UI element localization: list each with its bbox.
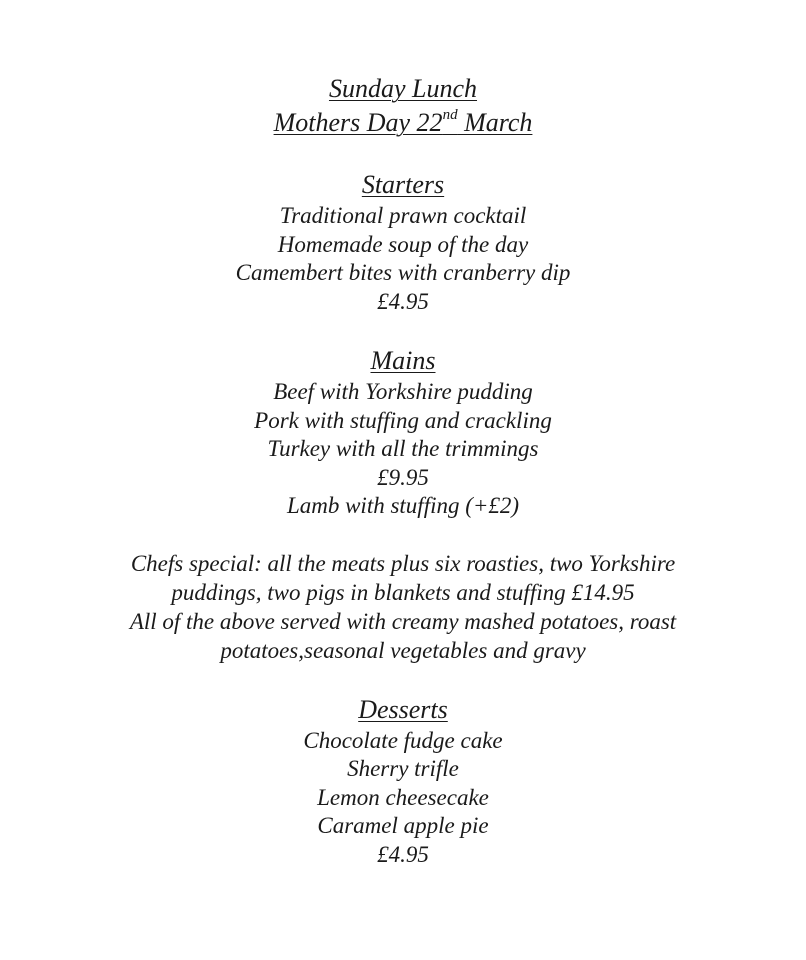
chefs-special: Chefs special: all the meats plus six roasties, two Yorkshire puddings, two pigs in blankets and stuffing £14.95	[130, 550, 676, 605]
mains-heading: Mains	[370, 346, 436, 375]
main-item: Pork with stuffing and crackling	[254, 407, 552, 433]
menu-document	[0, 72, 806, 869]
mains-price: £9.95	[377, 464, 429, 490]
dessert-item: Lemon cheesecake	[317, 784, 489, 810]
menu-title: Sunday Lunch	[328, 74, 478, 103]
main-item: Beef with Yorkshire pudding	[273, 379, 533, 404]
dessert-item: Chocolate fudge cake	[303, 727, 503, 753]
main-item: Turkey with all the trimmings	[267, 436, 539, 461]
menu-subtitle	[0, 106, 806, 140]
starter-item: Traditional prawn cocktail	[279, 203, 527, 228]
starters-heading: Starters	[361, 170, 445, 199]
starter-item: Camembert bites with cranberry dip	[235, 260, 571, 285]
desserts-heading: Desserts	[358, 694, 448, 724]
subtitle-ordinal: nd	[442, 107, 458, 124]
mains-extra-item: Lamb with stuffing (+£2)	[286, 493, 520, 518]
starters-price: £4.95	[377, 288, 429, 314]
subtitle-date: Mothers Day 22	[273, 108, 443, 137]
desserts-price: £4.95	[377, 841, 429, 867]
subtitle-month: March	[457, 108, 533, 137]
spacer	[0, 521, 806, 549]
served-with-note: All of the above served with creamy mashed potatoes, roast potatoes,seasonal vegetables and gravy	[129, 608, 677, 663]
dessert-item: Sherry trifle	[347, 756, 459, 781]
starter-item: Homemade soup of the day	[277, 231, 529, 257]
dessert-item: Caramel apple pie	[317, 813, 489, 838]
